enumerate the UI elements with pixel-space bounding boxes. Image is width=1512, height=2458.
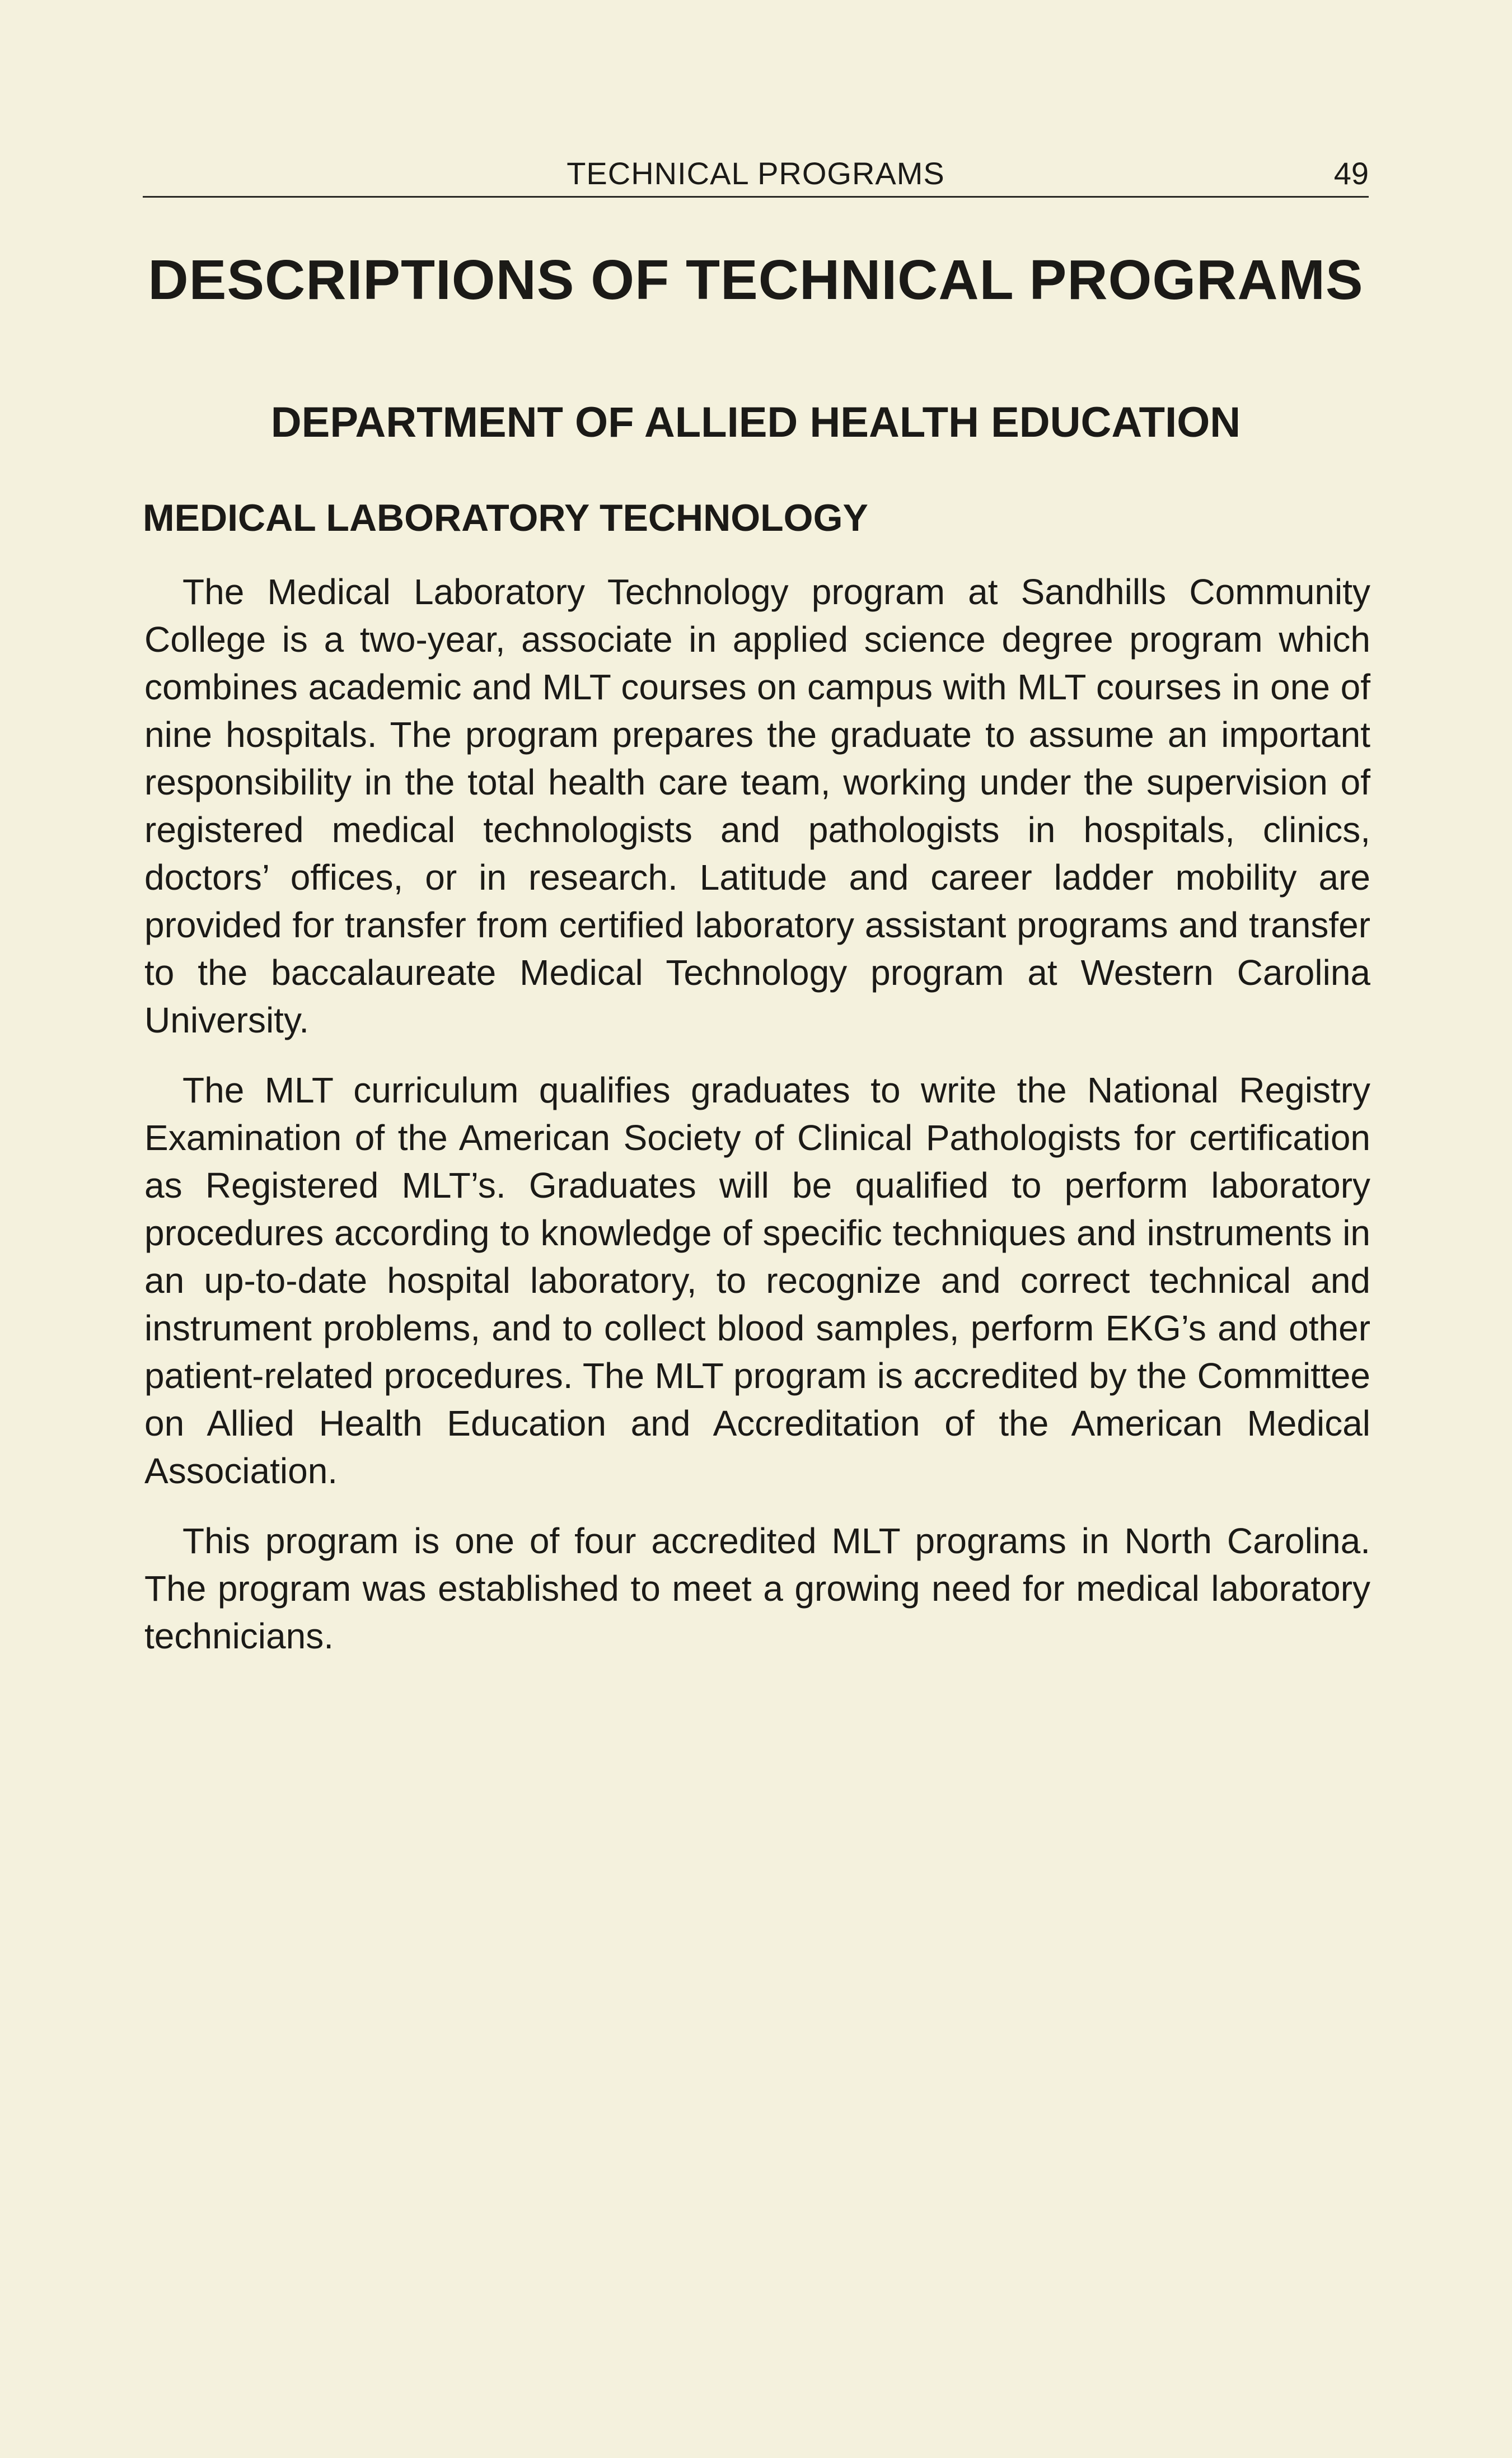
body-text [144,568,1370,1683]
paragraph: The Medical Laboratory Technology program at Sandhills Community College is a two-year, associate in applied science degree program which combines academic and MLT courses on campus with MLT courses in one of nine hospitals. The program prepares the graduate to assume an important responsibility in the total health care team, working under the supervision of registered medical technologists and pathologists in hospitals, clinics, doctors’ offices, or in research. Latitude and career ladder mobility are provided for transfer from certified laboratory assistant programs and transfer to the baccalaureate Medical Technology program at Western Carolina University. [144,572,1370,1040]
paragraph: The MLT curriculum qualifies graduates to write the National Registry Examination of the American Society of Clinical Pathologists for certification as Registered MLT’s. Graduates will be qualified to perform laboratory procedures according to knowledge of specific techniques and instruments in an up-to-date hospital laboratory, to recognize and correct technical and instrument problems, and to collect blood samples, perform EKG’s and other patient-related procedures. The MLT program is accredited by the Committee on Allied Health Education and Accreditation of the American Medical Association. [144,1070,1370,1491]
page-title: DESCRIPTIONS OF TECHNICAL PROGRAMS [148,249,1364,311]
department-heading: DEPARTMENT OF ALLIED HEALTH EDUCATION [270,399,1241,446]
paragraph: This program is one of four accredited MLT programs in North Carolina. The program was established to meet a growing need for medical laboratory technicians. [144,1521,1370,1656]
running-header [143,151,1369,198]
program-heading: MEDICAL LABORATORY TECHNOLOGY [143,497,868,539]
running-title: TECHNICAL PROGRAMS [567,156,945,191]
page-number: 49 [1333,156,1369,191]
